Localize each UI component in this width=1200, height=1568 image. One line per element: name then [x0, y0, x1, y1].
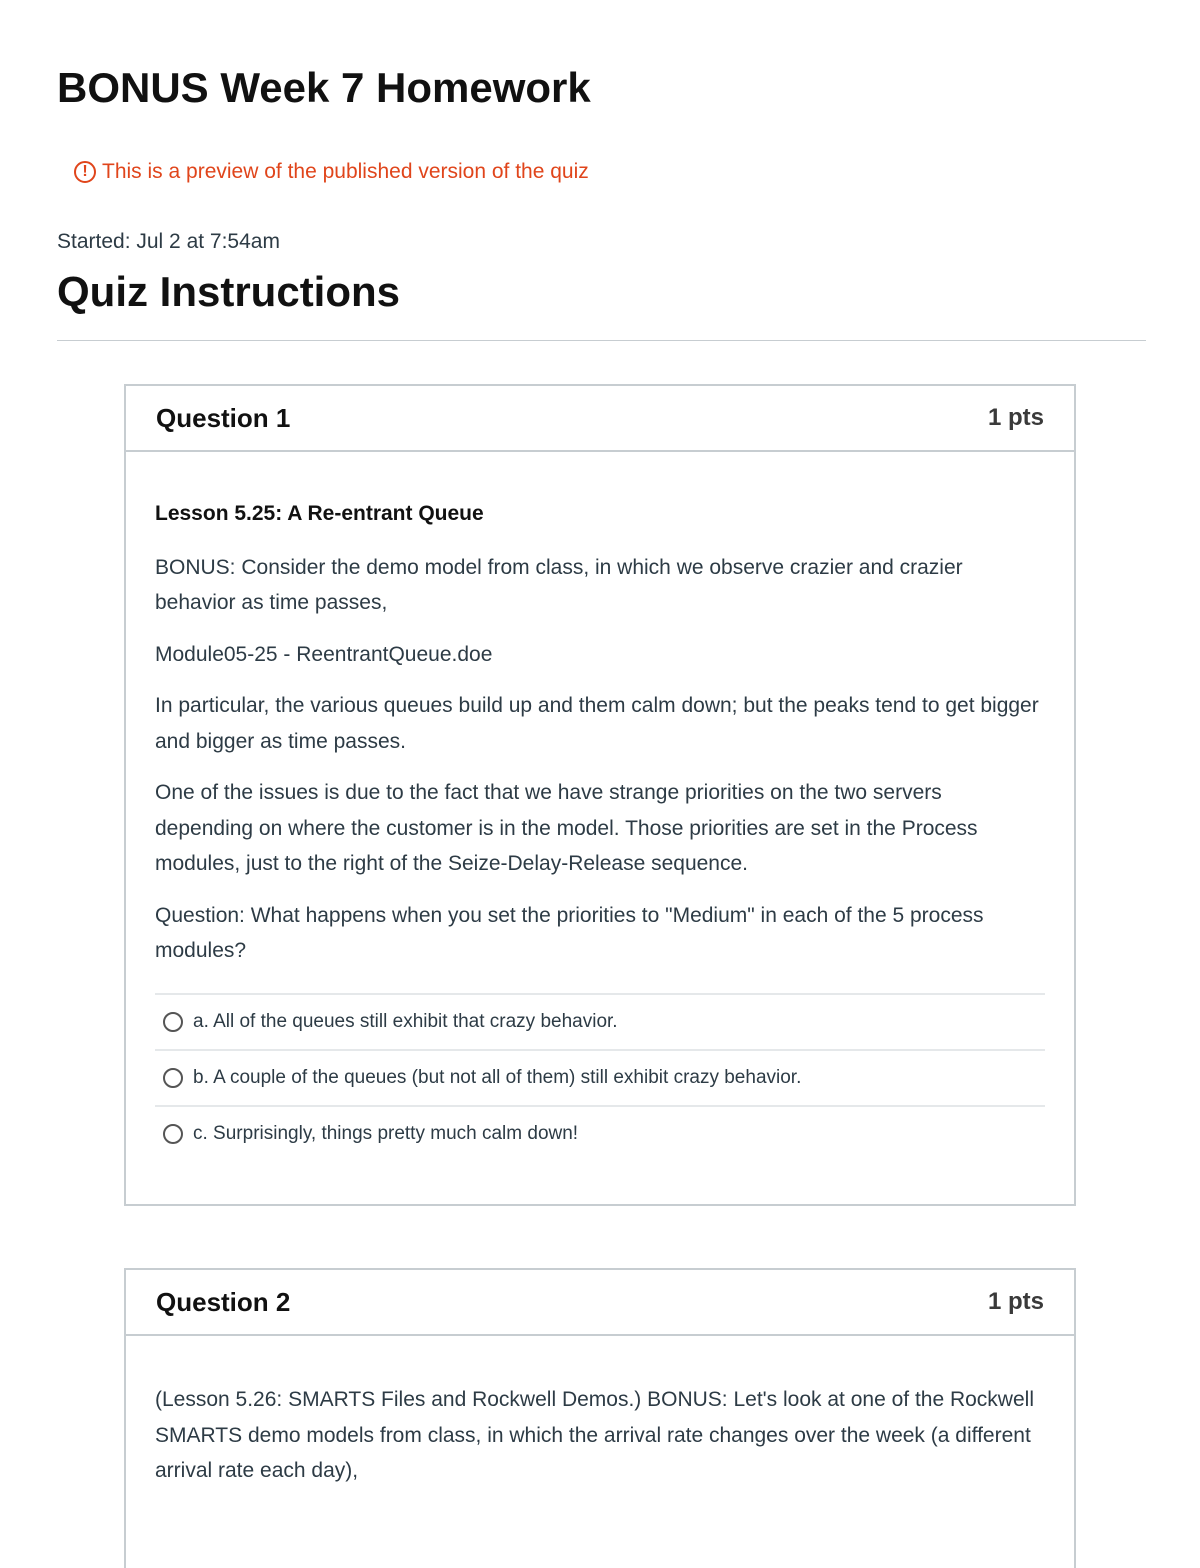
- divider: [57, 340, 1146, 341]
- preview-notice-text: This is a preview of the published version of the quiz: [102, 160, 589, 183]
- question-paragraph: One of the issues is due to the fact that we have strange priorities on the two servers depending on where the customer is in the model. Those priorities are set in the Process modules, just to the right of the Seize-Delay-Release sequence.: [155, 781, 978, 875]
- question-text: [126, 452, 1074, 1161]
- radio-button[interactable]: [163, 1068, 183, 1088]
- answer-label: c. Surprisingly, things pretty much calm down!: [193, 1122, 579, 1144]
- preview-notice: [74, 160, 589, 184]
- answer-label: b. A couple of the queues (but not all of them) still exhibit crazy behavior.: [193, 1066, 802, 1088]
- answer-label: a. All of the queues still exhibit that crazy behavior.: [193, 1010, 618, 1032]
- question-paragraph: BONUS: Consider the demo model from class, in which we observe crazier and crazier behavior as time passes,: [155, 555, 963, 614]
- question-1: [124, 384, 1076, 1206]
- lesson-title: Lesson 5.25: A Re-entrant Queue: [155, 502, 484, 525]
- question-paragraph: (Lesson 5.26: SMARTS Files and Rockwell Demos.) BONUS: Let's look at one of the Rockwell SMARTS demo models from class, in which the arrival rate changes over the week (a different arrival rate each day),: [155, 1388, 1034, 1482]
- answer-list: [155, 993, 1045, 1161]
- started-time: Started: Jul 2 at 7:54am: [57, 230, 280, 253]
- question-name: Question 2: [156, 1286, 291, 1317]
- radio-button[interactable]: [163, 1012, 183, 1032]
- question-paragraph: Module05-25 - ReentrantQueue.doe: [155, 642, 493, 666]
- answer-option-b[interactable]: [155, 1051, 1045, 1107]
- answer-option-a[interactable]: [155, 995, 1045, 1051]
- question-2: [124, 1268, 1076, 1568]
- question-paragraph: In particular, the various queues build up and them calm down; but the peaks tend to get bigger and bigger as time passes.: [155, 694, 1039, 753]
- question-paragraph: Question: What happens when you set the priorities to "Medium" in each of the 5 process modules?: [155, 903, 984, 962]
- answer-option-c[interactable]: [155, 1107, 1045, 1161]
- quiz-instructions-heading: Quiz Instructions: [57, 268, 401, 315]
- warning-icon: !: [74, 161, 96, 183]
- question-text: [126, 1336, 1074, 1489]
- question-header: [126, 1270, 1074, 1336]
- question-name: Question 1: [156, 402, 291, 433]
- quiz-title: BONUS Week 7 Homework: [57, 64, 591, 111]
- radio-button[interactable]: [163, 1124, 183, 1144]
- question-points: 1 pts: [987, 1288, 1044, 1315]
- question-header: [126, 386, 1074, 452]
- question-points: 1 pts: [987, 404, 1044, 431]
